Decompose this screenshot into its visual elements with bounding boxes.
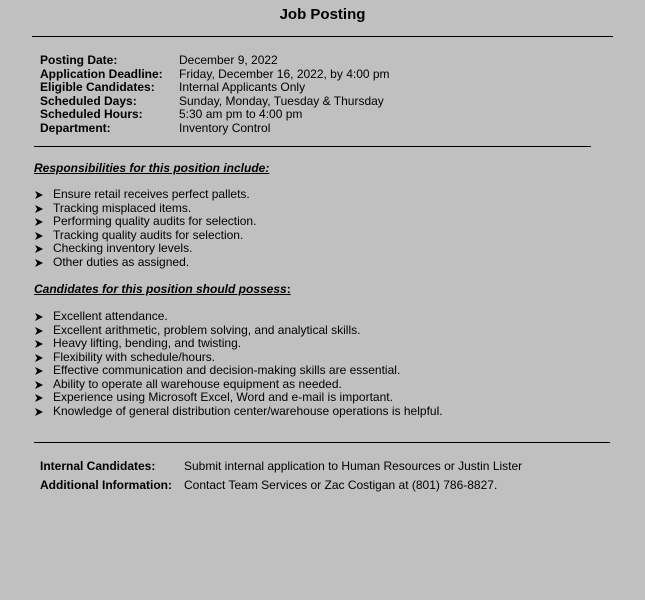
detail-label: Scheduled Hours: (40, 107, 143, 121)
list-item-text: Flexibility with schedule/hours. (53, 349, 216, 364)
list-item-text: Excellent attendance. (53, 309, 168, 323)
detail-value: Internal Applicants Only (179, 80, 306, 94)
detail-value: Friday, December 16, 2022, by 4:00 pm (179, 66, 390, 81)
list-item-text: Checking inventory levels. (53, 241, 193, 255)
footer-label: Additional Information: (40, 478, 172, 492)
arrowhead-bullet-icon (34, 217, 44, 227)
arrowhead-bullet-icon (34, 339, 44, 349)
list-item-text: Ensure retail receives perfect pallets. (53, 187, 250, 201)
divider-top (32, 36, 613, 37)
list-item-text: Ability to operate all warehouse equipment as needed. (53, 376, 342, 391)
arrowhead-bullet-icon (34, 407, 44, 417)
arrowhead-bullet-icon (34, 326, 44, 336)
detail-label: Eligible Candidates: (40, 80, 155, 94)
list-item-text: Tracking quality audits for selection. (53, 227, 244, 242)
qualifications-heading-text: Candidates for this position should possess (34, 282, 287, 296)
arrowhead-bullet-icon (34, 204, 44, 214)
detail-label: Application Deadline: (40, 66, 163, 81)
arrowhead-bullet-icon (34, 393, 44, 403)
list-item-text: Heavy lifting, bending, and twisting. (53, 336, 242, 350)
arrowhead-bullet-icon (34, 190, 44, 200)
footer-label: Internal Candidates: (40, 459, 156, 473)
list-item-text: Performing quality audits for selection. (53, 214, 257, 228)
responsibilities-heading: Responsibilities for this position include: (34, 161, 270, 175)
arrowhead-bullet-icon (34, 231, 44, 241)
divider-footer (34, 442, 610, 443)
arrowhead-bullet-icon (34, 353, 44, 363)
arrowhead-bullet-icon (34, 258, 44, 268)
list-item-text: Knowledge of general distribution center/warehouse operations is helpful. (53, 403, 443, 418)
detail-label: Posting Date: (40, 53, 118, 67)
arrowhead-bullet-icon (34, 366, 44, 376)
detail-label: Department: (40, 120, 111, 135)
detail-value: 5:30 am pm to 4:00 pm (179, 107, 303, 121)
detail-value: Inventory Control (179, 120, 271, 135)
footer-value: Submit internal application to Human Resources or Justin Lister (184, 459, 523, 473)
divider-details (34, 146, 591, 147)
arrowhead-bullet-icon (34, 380, 44, 390)
footer-value: Contact Team Services or Zac Costigan at (801) 786-8827. (184, 478, 498, 492)
list-item-text: Effective communication and decision-making skills are essential. (53, 363, 401, 377)
qualifications-heading (34, 282, 291, 296)
list-item-text: Other duties as assigned. (53, 254, 190, 269)
detail-value: December 9, 2022 (179, 53, 278, 67)
list-item-text: Experience using Microsoft Excel, Word and e-mail is important. (53, 390, 393, 404)
list-item-text: Tracking misplaced items. (53, 200, 192, 215)
detail-value: Sunday, Monday, Tuesday & Thursday (179, 93, 384, 108)
list-item-text: Excellent arithmetic, problem solving, and analytical skills. (53, 322, 361, 337)
arrowhead-bullet-icon (34, 244, 44, 254)
page-title: Job Posting (279, 6, 366, 23)
detail-label: Scheduled Days: (40, 93, 137, 108)
arrowhead-bullet-icon (34, 312, 44, 322)
qualifications-heading-colon: : (286, 282, 291, 296)
